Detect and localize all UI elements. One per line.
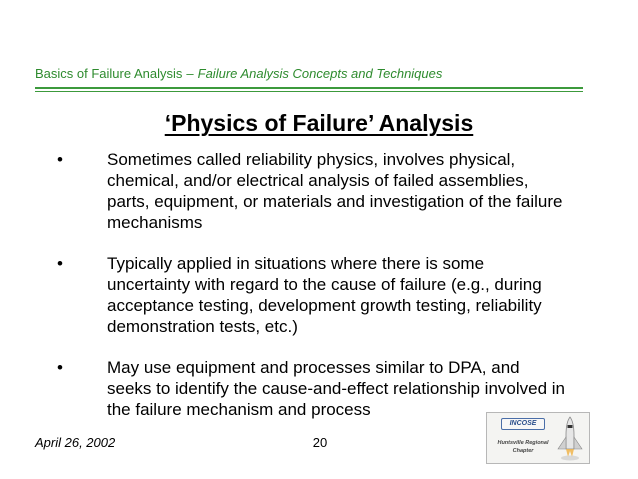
header-subtitle: Failure Analysis Concepts and Techniques: [197, 66, 443, 81]
header-separator: –: [186, 66, 194, 81]
page-number: 20: [312, 435, 328, 450]
logo-chapter-label: Chapter: [512, 448, 534, 454]
bullet-text: Sometimes called reliability physics, involves physical, chemical, and/or electrical analysis of failed assemblies, parts, equipment, or materials and investigation of the failure mechanisms: [107, 150, 563, 232]
header-rule-thin: [35, 91, 583, 92]
bullet-marker: •: [57, 254, 63, 273]
incose-chapter-logo: [486, 412, 590, 464]
bullet-text: May use equipment and processes similar to DPA, and seeks to identify the cause-and-effect relationship involved in the failure mechanism and process: [107, 358, 566, 419]
header-title: Basics of Failure Analysis: [35, 66, 183, 81]
logo-banner: INCOSE: [501, 418, 545, 430]
bullet-marker: •: [57, 358, 63, 377]
footer-date: April 26, 2002: [35, 435, 116, 450]
bullet-text: Typically applied in situations where there is some uncertainty with regard to the cause of failure (e.g., during acceptance testing, development growth testing, reliability demonstration tests, etc.): [107, 254, 542, 336]
slide-title-text: ‘Physics of Failure’ Analysis: [164, 110, 474, 136]
slide-header: [35, 66, 595, 81]
slide-title: [0, 110, 638, 137]
header-rule-thick: [35, 87, 583, 89]
bullet-marker: •: [57, 150, 63, 169]
logo-chapter-name: Huntsville Regional: [497, 440, 549, 446]
space-shuttle-icon: [553, 415, 587, 461]
